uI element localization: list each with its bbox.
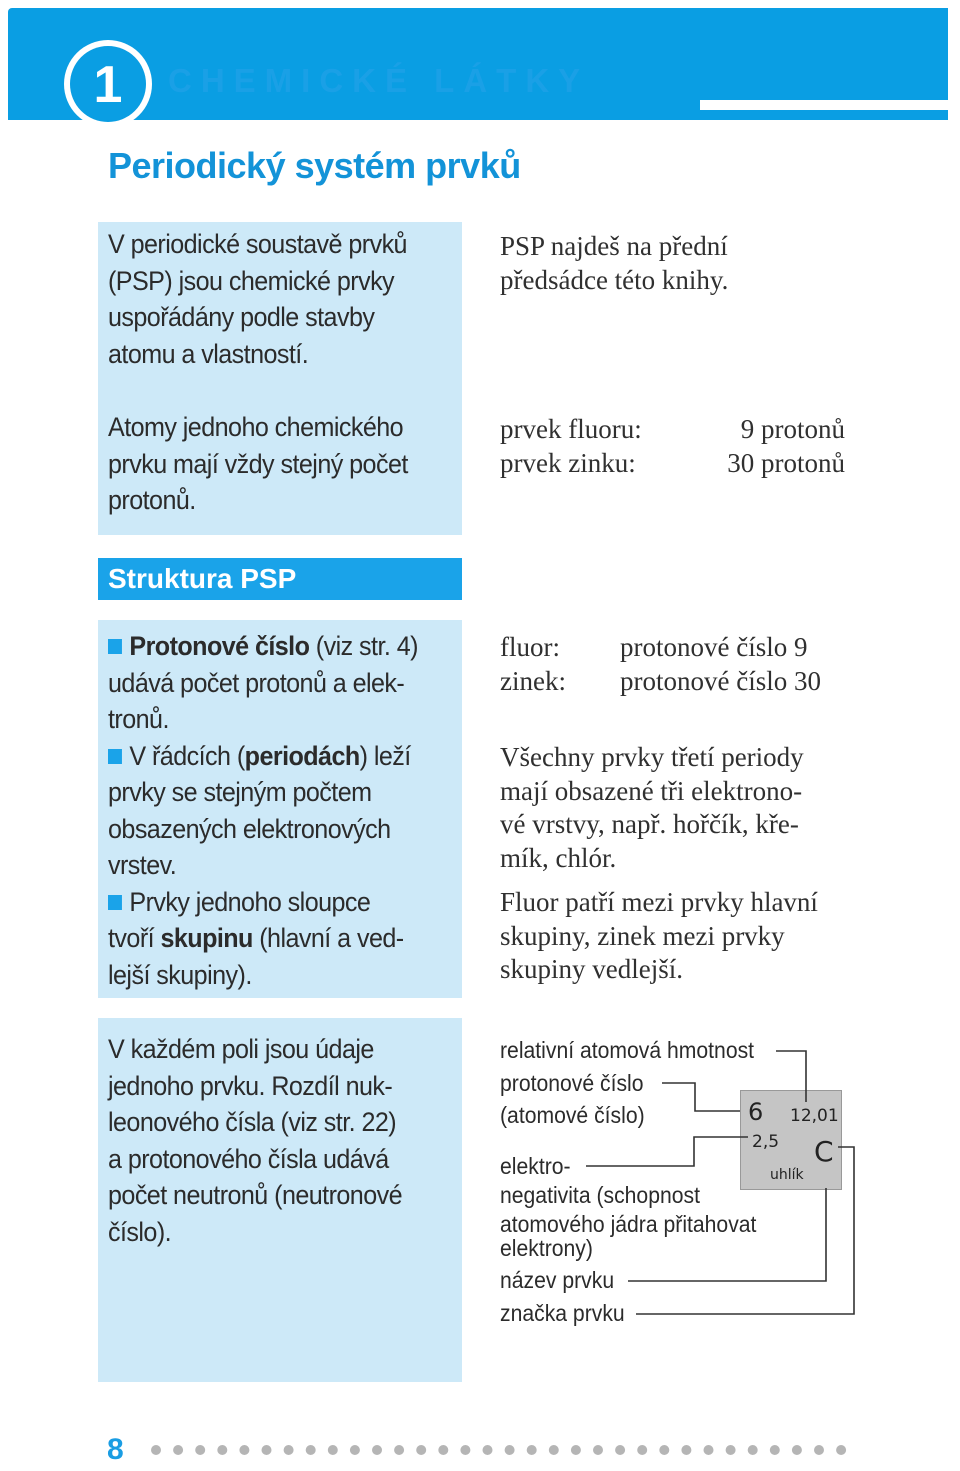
list-item: V řádcích (periodách) leží <box>108 738 418 775</box>
cell-atomic-number: 6 <box>748 1098 764 1126</box>
list-item: Protonové číslo (viz str. 4) <box>108 628 418 665</box>
footer-dot <box>438 1445 448 1455</box>
footer-dot <box>836 1445 846 1455</box>
section-title: Struktura PSP <box>108 563 297 594</box>
footer-dot <box>372 1445 382 1455</box>
footer-dots <box>148 1442 868 1458</box>
label-proton-number: protonové číslo <box>500 1070 644 1096</box>
chapter-title: CHEMICKÉ LÁTKY <box>168 62 590 99</box>
cell-electronegativity: 2,5 <box>752 1132 780 1152</box>
footer-dot <box>814 1445 824 1455</box>
footer-dot <box>394 1445 404 1455</box>
label-relative-mass: relativní atomová hmotnost <box>500 1037 755 1063</box>
footer-dot <box>151 1445 161 1455</box>
footer-dot <box>217 1445 227 1455</box>
cell-symbol: C <box>814 1135 834 1168</box>
footer-dot <box>659 1445 669 1455</box>
list-item: Prvky jednoho sloupce <box>108 884 418 921</box>
protons-example-values: 9 protonů 30 protonů <box>727 414 845 478</box>
footer-dot <box>505 1445 515 1455</box>
intro-note: PSP najdeš na přední předsádce této knihy. <box>500 231 729 295</box>
page-number: 8 <box>107 1433 124 1466</box>
period-note: Všechny prvky třetí periody mají obsazené tři elektrono- vé vrstvy, např. hořčík, kře- mík, chlór. <box>500 742 804 873</box>
footer-dot <box>284 1445 294 1455</box>
label-atomic-number: (atomové číslo) <box>500 1102 645 1128</box>
footer-dot <box>173 1445 183 1455</box>
footer-dot <box>637 1445 647 1455</box>
label-electronegativity: elektro- <box>500 1153 571 1179</box>
footer-dot <box>549 1445 559 1455</box>
footer-dot <box>704 1445 714 1455</box>
footer-dot <box>593 1445 603 1455</box>
footer-dot <box>527 1445 537 1455</box>
footer-dot <box>726 1445 736 1455</box>
footer-dot <box>460 1445 470 1455</box>
footer-dot <box>195 1445 205 1455</box>
footer-dot <box>792 1445 802 1455</box>
label-element-symbol: značka prvku <box>500 1300 625 1326</box>
cell-text: V každém poli jsou údaje jednoho prvku. Rozdíl nuk- leonového čísla (viz str. 22) a protonového čísla udává počet neutronů (neutronové číslo). <box>108 1034 403 1247</box>
footer-dot <box>262 1445 272 1455</box>
footer-dot <box>239 1445 249 1455</box>
structure-elements: fluor: zinek: <box>500 632 566 696</box>
footer-dot <box>770 1445 780 1455</box>
footer-dot <box>306 1445 316 1455</box>
label-element-name: název prvku <box>500 1267 615 1293</box>
footer-dot <box>328 1445 338 1455</box>
footer-dot <box>615 1445 625 1455</box>
footer-dot <box>416 1445 426 1455</box>
intro-text: V periodické soustavě prvků (PSP) jsou chemické prvky uspořádány podle stavby atomu a vlastností. <box>108 229 407 369</box>
protons-example-labels: prvek fluoru: prvek zinku: <box>500 414 642 478</box>
chapter-number: 1 <box>93 56 123 114</box>
footer-dot <box>483 1445 493 1455</box>
structure-list: Protonové číslo (viz str. 4) udává počet protonů a elek- tronů. V řádcích (periodách) leží prvky se stejným počtem obsazených elektronových vrstev. Prvky jednoho sloupce tvoří skupinu (hlavní a ved- lejší skupiny). <box>108 628 418 993</box>
structure-values: protonové číslo 9 protonové číslo 30 <box>620 632 821 696</box>
cell-name: uhlík <box>770 1167 804 1183</box>
page-title: Periodický systém prvků <box>108 145 521 186</box>
group-note: Fluor patří mezi prvky hlavní skupiny, zinek mezi prvky skupiny vedlejší. <box>500 887 818 984</box>
footer-dot <box>350 1445 360 1455</box>
footer-dot <box>681 1445 691 1455</box>
footer-dot <box>571 1445 581 1455</box>
cell-mass: 12,01 <box>790 1106 839 1126</box>
footer-dot <box>748 1445 758 1455</box>
protons-text: Atomy jednoho chemického prvku mají vždy stejný počet protonů. <box>108 412 408 515</box>
